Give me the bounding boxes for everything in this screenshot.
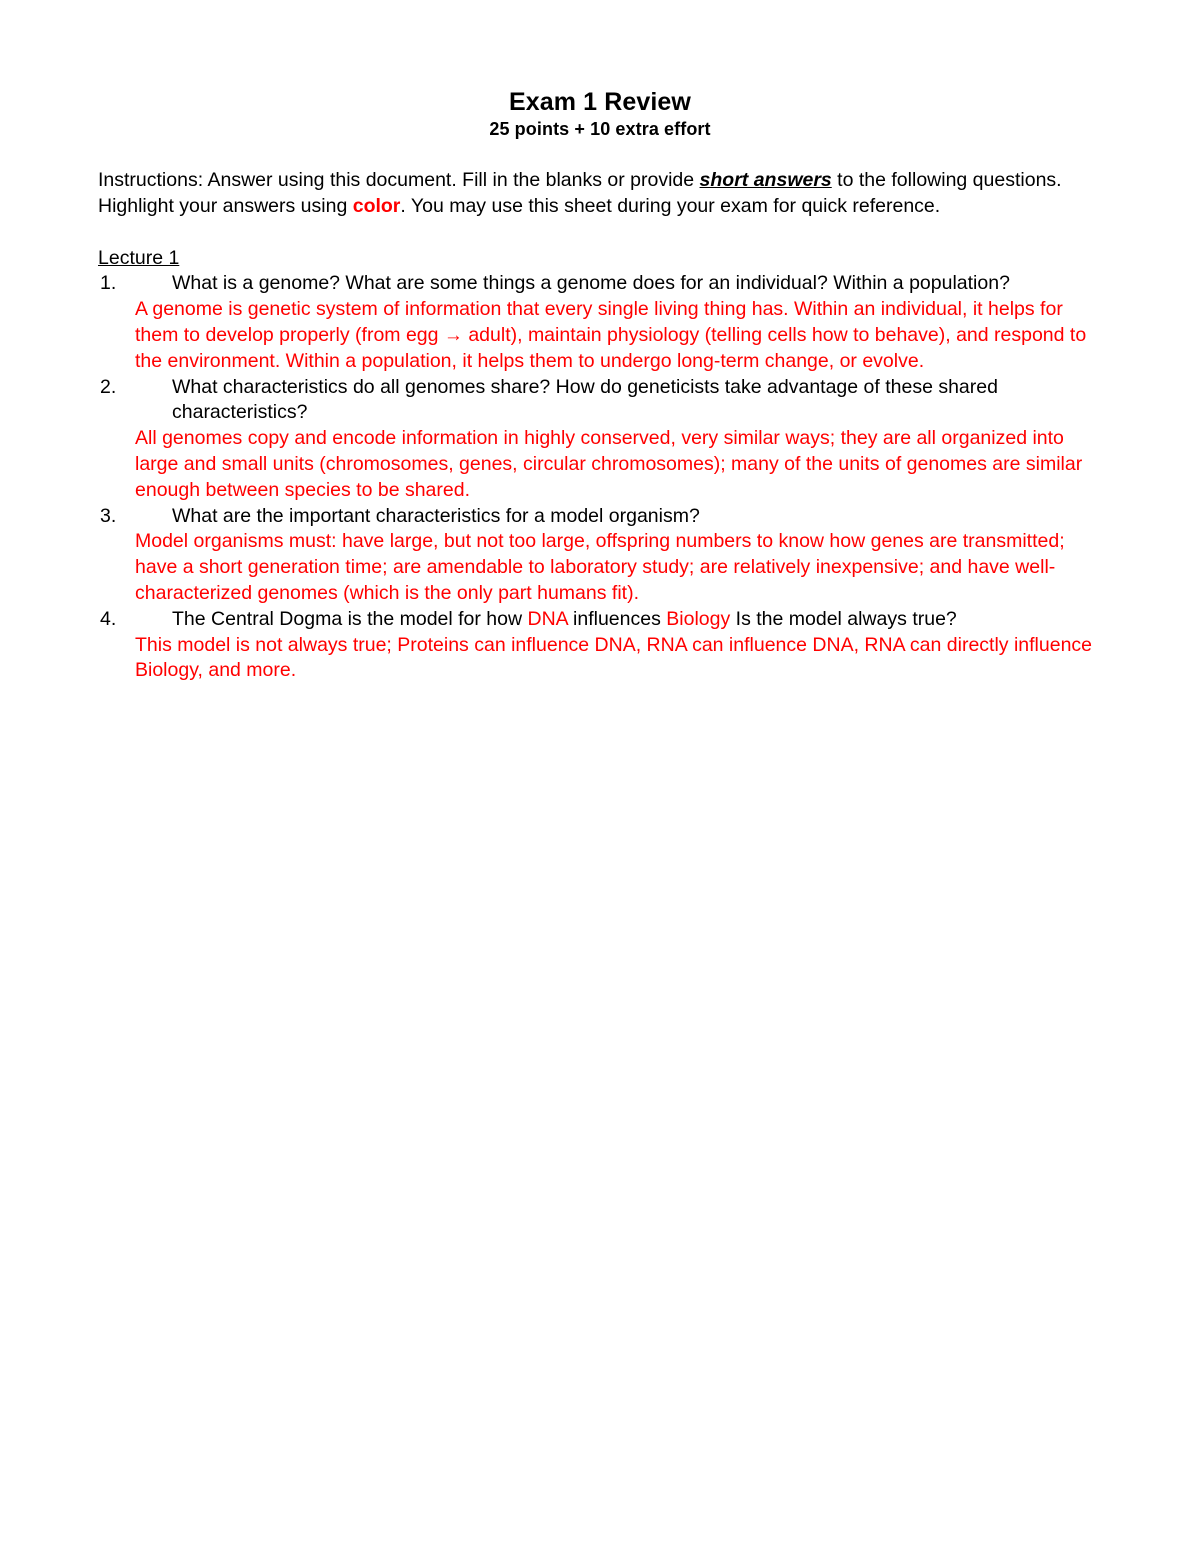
section-lecture-1 — [98, 246, 1102, 685]
list-item — [98, 607, 1102, 684]
spacer-before-lecture — [98, 220, 1102, 246]
question-3 — [98, 504, 1102, 530]
question-4 — [98, 607, 1102, 633]
answer-1 — [98, 297, 1102, 374]
question-1-text: What is a genome? What are some things a genome does for an individual? Within a population? — [172, 272, 1010, 295]
question-3-number: 3. — [100, 504, 117, 527]
question-4-highlight-dna: DNA — [527, 607, 568, 630]
page-title: Exam 1 Review — [509, 88, 691, 116]
list-item — [98, 375, 1102, 504]
instructions-text-part2: to the following questions. Highlight your answers using — [98, 169, 1062, 217]
question-2 — [98, 375, 1102, 427]
list-item — [98, 271, 1102, 374]
instructions-text-part3: . You may use this sheet during your exam for quick reference. — [400, 194, 941, 217]
question-4-number: 4. — [100, 607, 117, 630]
page-subtitle: 25 points + 10 extra effort — [489, 119, 711, 139]
question-4-text-part1: The Central Dogma is the model for how — [172, 607, 528, 630]
question-3-text: What are the important characteristics for a model organism? — [172, 504, 700, 527]
question-4-highlight-biology: Biology — [666, 607, 731, 630]
right-arrow-icon: → — [443, 324, 463, 346]
question-4-text-part3: Is the model always true? — [730, 607, 957, 630]
instructions-emphasis: short answers — [699, 169, 832, 191]
section-heading-wrap — [98, 246, 1102, 272]
instructions-text-part1: Instructions: Answer using this document. Fill in the blanks or provide — [98, 169, 700, 191]
instructions-paragraph — [98, 168, 1102, 220]
answer-1-part1: A genome is genetic system of information that every single living thing has. Within an individual, it helps for them to develop properly (from egg — [135, 298, 1063, 346]
question-2-number: 2. — [100, 375, 117, 398]
question-list — [98, 271, 1102, 684]
answer-2: All genomes copy and encode information in highly conserved, very similar ways; they are all organized into large and small units (chromosomes, genes, circular chromosomes); many of the units of genomes are similar enough between species to be shared. — [135, 427, 1083, 501]
list-item — [98, 504, 1102, 607]
instructions-color-word: color — [352, 194, 401, 217]
section-heading-lecture-1: Lecture 1 — [98, 246, 180, 269]
spacer-after-subtitle — [98, 142, 1102, 168]
document-content — [98, 88, 1102, 684]
question-4-text-part2: influences — [567, 607, 667, 630]
answer-4: This model is not always true; Proteins can influence DNA, RNA can influence DNA, RNA can directly influence Biology, and more. — [135, 633, 1093, 682]
question-2-text: What characteristics do all genomes share? How do geneticists take advantage of these shared characteristics? — [172, 375, 998, 424]
question-1 — [98, 271, 1102, 297]
answer-3: Model organisms must: have large, but not too large, offspring numbers to know how genes are transmitted; have a short generation time; are amendable to laboratory study; are relatively inexpensive; and have well-characterized genomes (which is the only part humans fit). — [135, 530, 1065, 604]
answer-1-part2: adult), maintain physiology (telling cells how to behave), and respond to the environment. Within a population, it helps them to undergo long-term change, or evolve. — [135, 323, 1087, 372]
question-1-number: 1. — [100, 272, 117, 295]
